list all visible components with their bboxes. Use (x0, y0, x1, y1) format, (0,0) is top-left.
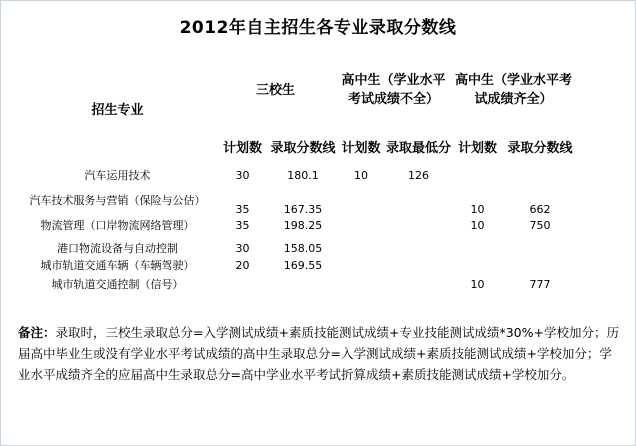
incomplete-plan (336, 217, 386, 234)
page-title: 2012年自主招生各专业录取分数线 (179, 18, 457, 38)
sanxiao-plan: 20 (235, 259, 250, 272)
table-row (20, 257, 576, 274)
sanxiao-score: 167.35 (283, 203, 323, 216)
major-name: 汽车技术服务与营销（保险与公估） (29, 193, 206, 207)
complete-score (504, 168, 576, 183)
complete-score: 662 (529, 203, 551, 216)
complete-plan (451, 168, 504, 183)
incomplete-min-score (386, 217, 451, 234)
note-text: 录取时，三校生录取总分=入学测试成绩+素质技能测试成绩+专业技能测试成绩*30%+学校加分；历届高中毕业生或没有学业水平考试成绩的高中生录取总分=入学测试成绩+素质技能测试成绩+学校加分；学业水平成绩齐全的应届高中生录取总分=高中学业水平考试折算成绩+素质技能测试成绩+学校加分。 (18, 325, 619, 382)
table-row (20, 217, 576, 234)
sanxiao-plan: 35 (235, 203, 250, 216)
header-sanxiao-score: 录取分数线 (270, 140, 336, 156)
complete-plan: 10 (470, 219, 485, 232)
table-row (20, 240, 576, 257)
sanxiao-score: 169.55 (283, 259, 323, 272)
admission-score-table (20, 52, 576, 294)
sanxiao-plan: 30 (235, 242, 250, 255)
complete-plan (451, 257, 504, 274)
header-major: 招生专业 (91, 102, 144, 118)
complete-score: 750 (529, 219, 551, 232)
header-incomplete-min-score: 录取最低分 (386, 140, 452, 156)
sanxiao-score: 180.1 (287, 169, 319, 182)
major-name: 港口物流设备与自动控制 (57, 242, 178, 255)
sanxiao-plan: 35 (235, 219, 250, 232)
note-label: 备注： (18, 325, 56, 340)
header-incomplete-plan: 计划数 (341, 140, 381, 156)
incomplete-min-score (386, 240, 451, 257)
table-row (20, 168, 576, 183)
incomplete-plan (336, 274, 386, 294)
incomplete-plan (336, 257, 386, 274)
sanxiao-score (270, 274, 336, 294)
major-name: 物流管理（口岸物流网络管理） (40, 219, 195, 232)
major-name: 城市轨道交通控制（信号） (51, 277, 184, 291)
complete-score (504, 240, 576, 257)
table-row (20, 274, 576, 294)
sanxiao-plan: 30 (235, 169, 250, 182)
major-name: 城市轨道交通车辆（车辆驾驶） (40, 259, 195, 272)
complete-score: 777 (529, 277, 551, 291)
note-block (18, 322, 620, 385)
incomplete-plan: 10 (354, 169, 368, 182)
incomplete-plan (336, 240, 386, 257)
complete-plan: 10 (470, 277, 485, 291)
incomplete-min-score: 126 (408, 169, 429, 182)
incomplete-min-score (386, 183, 451, 217)
complete-plan: 10 (470, 203, 485, 216)
sanxiao-score: 158.05 (283, 242, 323, 255)
incomplete-min-score (386, 257, 451, 274)
complete-score (504, 257, 576, 274)
incomplete-min-score (386, 274, 451, 294)
header-sanxiao-plan: 计划数 (222, 140, 262, 156)
header-group-xueye-incomplete: 高中生（学业水平考试成绩不全） (341, 73, 446, 107)
header-complete-score: 录取分数线 (507, 140, 573, 156)
complete-plan (451, 240, 504, 257)
sanxiao-score: 198.25 (283, 219, 323, 232)
sanxiao-plan (215, 274, 270, 294)
table-row (20, 183, 576, 217)
header-group-sanxiao: 三校生 (255, 82, 295, 98)
major-name: 汽车运用技术 (84, 169, 151, 182)
header-complete-plan: 计划数 (457, 140, 497, 156)
incomplete-plan (336, 183, 386, 217)
header-group-xueye-complete: 高中生（学业水平考试成绩齐全） (454, 73, 572, 107)
